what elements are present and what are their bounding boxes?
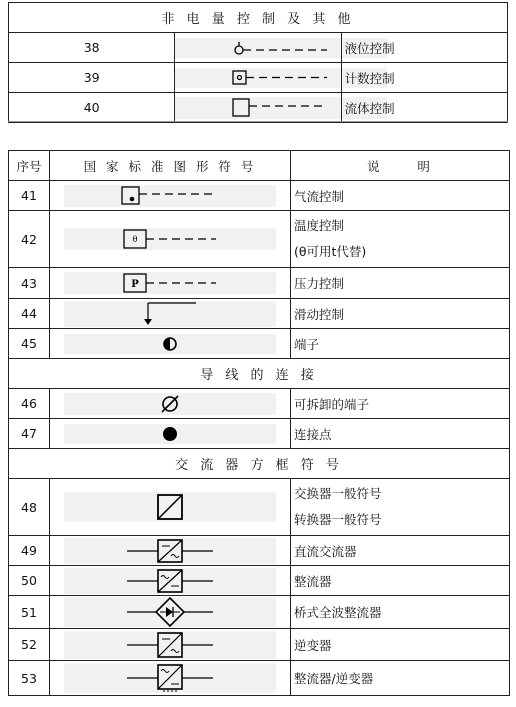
row-number: 53 <box>9 661 50 696</box>
header-number: 序号 <box>9 151 50 181</box>
header-description: 说 明 <box>291 151 510 181</box>
row-number: 38 <box>9 33 175 63</box>
row-description: 流体控制 <box>341 93 507 123</box>
desc-line2: (θ可用t代替) <box>294 244 367 259</box>
row-number: 47 <box>9 419 50 449</box>
table-row <box>9 629 510 661</box>
row-description: 整流器 <box>291 566 510 596</box>
row-description: 端子 <box>291 329 510 359</box>
control-symbols-table-main <box>8 150 510 696</box>
row-number: 43 <box>9 268 50 299</box>
table-row <box>9 329 510 359</box>
inverter-icon <box>64 631 276 659</box>
row-description: 滑动控制 <box>291 299 510 329</box>
row-number: 49 <box>9 536 50 566</box>
section-title: 导 线 的 连 接 <box>9 359 510 389</box>
row-description: 逆变器 <box>291 629 510 661</box>
row-description: 液位控制 <box>341 33 507 63</box>
table-row <box>9 661 510 696</box>
row-description: 桥式全波整流器 <box>291 596 510 629</box>
row-description <box>291 211 510 268</box>
table-row <box>9 181 510 211</box>
row-number: 44 <box>9 299 50 329</box>
row-description: 直流交流器 <box>291 536 510 566</box>
table-row <box>9 93 508 123</box>
row-number: 40 <box>9 93 175 123</box>
row-description <box>291 479 510 536</box>
row-number: 50 <box>9 566 50 596</box>
table-row <box>9 596 510 629</box>
junction-dot-icon <box>64 424 276 444</box>
row-number: 46 <box>9 389 50 419</box>
table-row <box>9 479 510 536</box>
desc-line1: 温度控制 <box>294 218 345 233</box>
airflow-box-icon <box>64 185 276 207</box>
section-title: 交 流 器 方 框 符 号 <box>9 449 510 479</box>
row-description: 压力控制 <box>291 268 510 299</box>
temperature-box-icon <box>64 228 276 250</box>
table-row <box>9 299 510 329</box>
table-row <box>9 63 508 93</box>
row-number: 45 <box>9 329 50 359</box>
row-number: 52 <box>9 629 50 661</box>
table-row <box>9 536 510 566</box>
row-description: 整流器/逆变器 <box>291 661 510 696</box>
control-symbols-table-top <box>8 2 508 123</box>
table-header <box>9 151 510 181</box>
converter-box-icon <box>64 492 276 522</box>
separator <box>8 121 508 122</box>
terminal-half-circle-icon <box>64 334 276 354</box>
row-number: 39 <box>9 63 175 93</box>
table-row <box>9 211 510 268</box>
table-row <box>9 566 510 596</box>
row-number: 42 <box>9 211 50 268</box>
slide-arrow-icon <box>64 301 276 327</box>
row-description: 气流控制 <box>291 181 510 211</box>
section-title: 非 电 量 控 制 及 其 他 <box>9 3 508 33</box>
desc-line1: 交换器一般符号 <box>294 486 382 501</box>
header-symbol: 国 家 标 准 图 形 符 号 <box>50 151 291 181</box>
table-row <box>9 389 510 419</box>
pressure-box-icon <box>64 272 276 294</box>
desc-line2: 转换器一般符号 <box>294 512 382 527</box>
rectifier-inverter-icon <box>64 663 276 693</box>
bridge-rectifier-icon <box>64 597 276 627</box>
row-number: 51 <box>9 596 50 629</box>
theta-label: θ <box>132 235 138 244</box>
dc-ac-converter-icon <box>64 538 276 564</box>
rectifier-icon <box>64 568 276 594</box>
row-description: 可拆卸的端子 <box>291 389 510 419</box>
row-number: 48 <box>9 479 50 536</box>
pressure-label: P <box>131 279 139 290</box>
row-description: 连接点 <box>291 419 510 449</box>
row-description: 计数控制 <box>341 63 507 93</box>
table-row <box>9 419 510 449</box>
removable-terminal-icon <box>64 393 276 415</box>
table-row <box>9 33 508 63</box>
row-number: 41 <box>9 181 50 211</box>
table-row <box>9 268 510 299</box>
